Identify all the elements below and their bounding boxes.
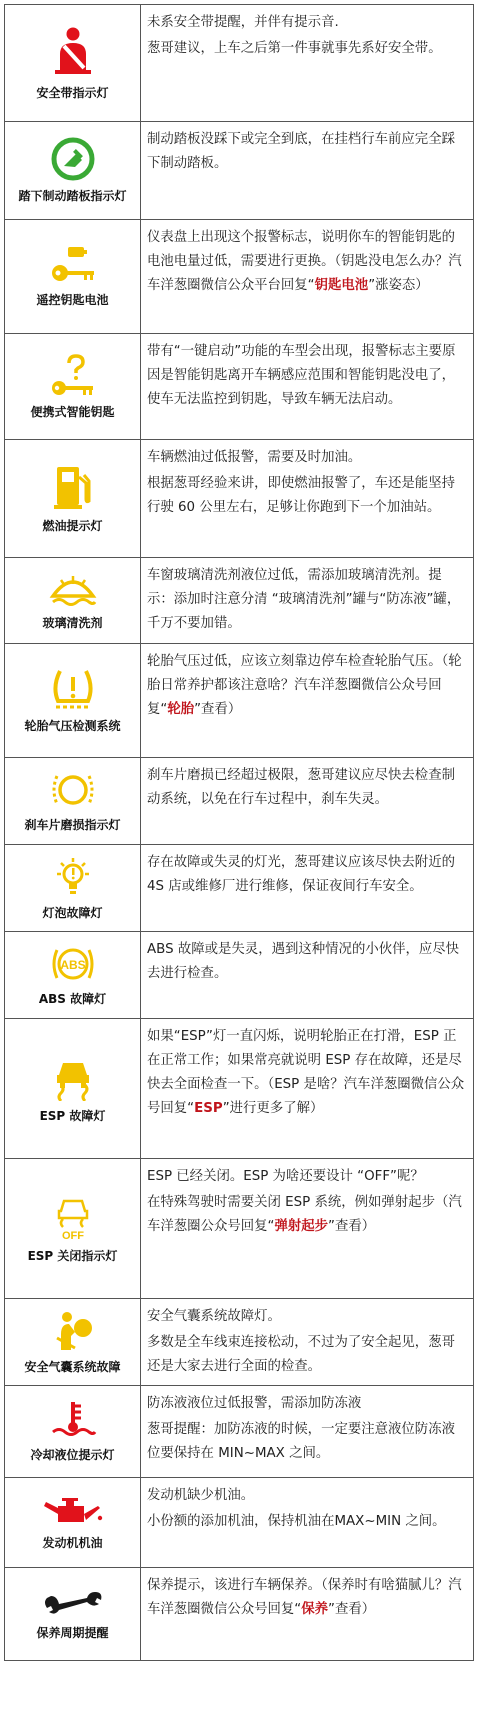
highlight: 钥匙电池 [314, 278, 369, 293]
icon-cell [5, 845, 141, 931]
key-battery-icon [48, 245, 98, 285]
row-label: 遥控钥匙电池 [36, 293, 109, 307]
coolant-icon [49, 1400, 97, 1440]
icon-cell [5, 1019, 141, 1158]
row-label: 发动机机油 [42, 1536, 103, 1550]
table-row [5, 845, 473, 932]
table-row [5, 122, 473, 220]
icon-cell [5, 1299, 141, 1385]
icon-cell [5, 758, 141, 844]
table-row [5, 758, 473, 845]
row-label: 安全气囊系统故障 [24, 1359, 121, 1374]
row-label: ESP 关闭指示灯 [27, 1249, 118, 1263]
tire-pressure-icon [50, 667, 96, 711]
table-row [5, 1478, 473, 1568]
icon-cell [5, 220, 141, 333]
description: ESP 已经关闭。ESP 为啥还要设计 “OFF”呢？ 在特殊驾驶时需要关闭 ESP 系统，例如弹射起步（汽车洋葱圈公众号回复“弹射起步”查看） [147, 1169, 462, 1234]
highlight: 弹射起步 [274, 1219, 329, 1234]
description: 仪表盘上出现这个报警标志，说明你车的智能钥匙的电池电量过低，需要进行更换。（钥匙没电怎么办？汽车洋葱圈微信公众平台回复“钥匙电池”涨姿态） [147, 230, 462, 293]
airbag-icon [51, 1310, 95, 1352]
description: 存在故障或失灵的灯光，葱哥建议应该尽快去附近的 4S 店或维修厂进行维修，保证夜间行车安全。 [147, 855, 455, 894]
table-row [5, 1019, 473, 1159]
row-label: ESP 故障灯 [39, 1109, 106, 1123]
table-row [5, 334, 473, 440]
description: 轮胎气压过低，应该立刻靠边停车检查轮胎气压。（轮胎日常养护都该注意啥？汽车洋葱圈微信公众号回复“轮胎”查看） [147, 654, 462, 717]
oil-can-icon [42, 1494, 104, 1528]
row-label: 燃油提示灯 [42, 519, 103, 533]
row-label: 便携式智能钥匙 [30, 405, 115, 419]
icon-cell [5, 558, 141, 643]
icon-cell [5, 1386, 141, 1477]
icon-cell [5, 932, 141, 1018]
icon-cell [5, 440, 141, 557]
row-label: 刹车片磨损指示灯 [24, 817, 121, 832]
table-row [5, 440, 473, 558]
abs-icon [50, 944, 96, 984]
washer-fluid-icon [49, 570, 97, 608]
icon-cell [5, 644, 141, 757]
highlight: 保养 [301, 1602, 329, 1617]
icon-cell [5, 1568, 141, 1660]
esp-off-icon [51, 1193, 95, 1241]
highlight: ESP [194, 1101, 223, 1116]
brake-wear-icon [50, 770, 96, 810]
table-row [5, 5, 473, 122]
fuel-icon [53, 463, 93, 511]
svg-text:OFF: OFF [61, 1230, 84, 1241]
svg-text:ABS: ABS [59, 957, 86, 972]
description: 制动踏板没踩下或完全到底，在挂档行车前应完全踩下制动踏板。 [147, 132, 455, 171]
table-row [5, 644, 473, 758]
description: 未系安全带提醒，并伴有提示音. 葱哥建议，上车之后第一件事就事先系好安全带。 [147, 15, 442, 56]
seatbelt-icon [51, 26, 95, 78]
table-row [5, 1159, 473, 1299]
description: 带有“一键启动”功能的车型会出现，报警标志主要原因是智能钥匙离开车辆感应范围和智能钥匙没电了，使车无法监控到钥匙，导致车辆无法启动。 [147, 344, 456, 407]
row-label: 灯泡故障灯 [42, 905, 103, 920]
table-row [5, 1299, 473, 1386]
table-row [5, 1568, 473, 1660]
description: 如果“ESP”灯一直闪烁，说明轮胎正在打滑，ESP 正在正常工作；如果常亮就说明 ESP 存在故障，还是尽快去全面检查一下。（ESP 是啥？汽车洋葱圈微信公众号回复“ESP”进行更多了解） [147, 1029, 465, 1116]
icon-cell [5, 1159, 141, 1298]
description: 刹车片磨损已经超过极限，葱哥建议应尽快去检查制动系统，以免在行车过程中，刹车失灵。 [147, 768, 455, 807]
description: 防冻液液位过低报警，需添加防冻液 葱哥提醒：加防冻液的时候，一定要注意液位防冻液位要保持在 MIN~MAX 之间。 [147, 1396, 455, 1461]
highlight: 轮胎 [167, 702, 195, 717]
row-label: 安全带指示灯 [36, 85, 109, 100]
description: 车辆燃油过低报警，需要及时加油。 根据葱哥经验来讲，即使燃油报警了，车还是能坚持行驶 60 公里左右，足够让你跑到下一个加油站。 [147, 450, 455, 515]
wrench-icon [41, 1588, 105, 1618]
row-label: 玻璃清洗剂 [42, 616, 103, 630]
table-row [5, 558, 473, 644]
description: ABS 故障或是失灵，遇到这种情况的小伙伴，应尽快去进行检查。 [147, 942, 460, 981]
icon-cell [5, 122, 141, 219]
row-label: 轮胎气压检测系统 [24, 719, 121, 733]
row-label: ABS 故障灯 [38, 991, 107, 1006]
row-label: 踏下制动踏板指示灯 [18, 189, 127, 203]
brake-pedal-icon [51, 137, 95, 181]
bulb-fault-icon [51, 856, 95, 898]
description: 保养提示，该进行车辆保养。（保养时有啥猫腻儿？汽车洋葱圈微信公众号回复“保养”查看） [147, 1578, 462, 1617]
icon-cell [5, 5, 141, 121]
description: 车窗玻璃清洗剂液位过低，需添加玻璃清洗剂。提示：添加时注意分清 “玻璃清洗剂”罐与“防冻液”罐，千万不要加错。 [147, 568, 461, 631]
table-row [5, 220, 473, 334]
description: 安全气囊系统故障灯。 多数是全车线束连接松动，不过为了安全起见，葱哥还是大家去进行全面的检查。 [147, 1309, 455, 1374]
esp-icon [51, 1053, 95, 1101]
description: 发动机缺少机油。 小份额的添加机油，保持机油在MAX~MIN 之间。 [147, 1488, 446, 1529]
smart-key-icon [49, 353, 97, 397]
indicator-table [4, 4, 474, 1661]
icon-cell [5, 334, 141, 439]
row-label: 冷却液位提示灯 [30, 1448, 115, 1462]
row-label: 保养周期提醒 [36, 1625, 109, 1640]
icon-cell [5, 1478, 141, 1567]
table-row [5, 932, 473, 1019]
table-row [5, 1386, 473, 1478]
